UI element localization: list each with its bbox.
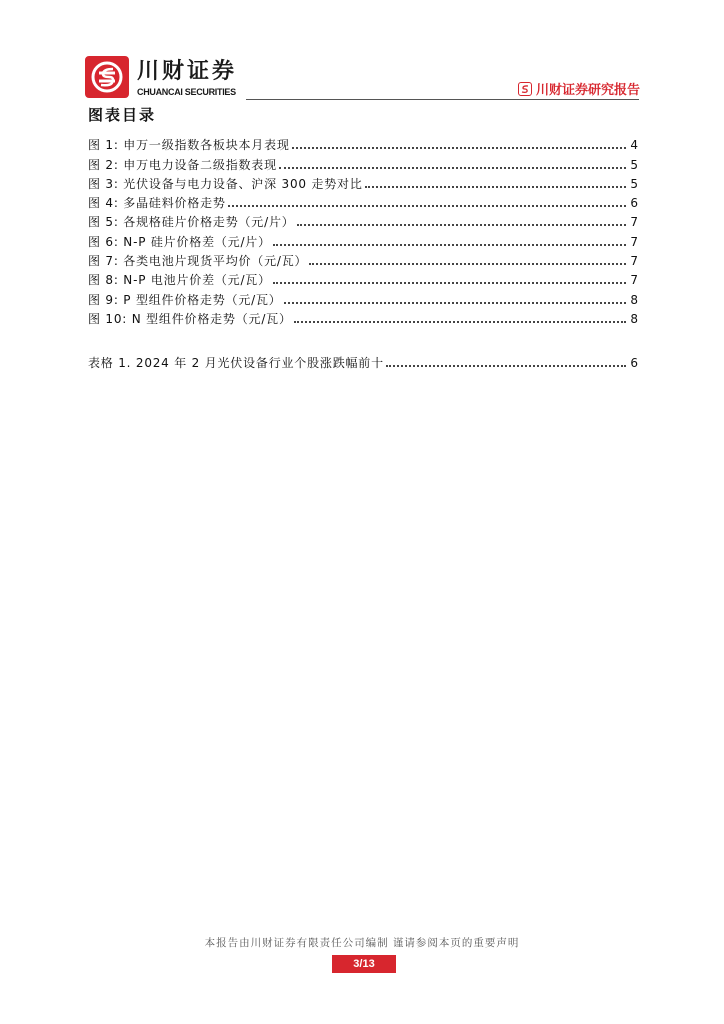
toc-leader-dots	[297, 214, 626, 226]
chuancai-logo-icon	[85, 56, 129, 98]
toc-entry-label: 图 3: 光伏设备与电力设备、沪深 300 走势对比	[88, 176, 363, 191]
toc-entry-label: 图 10: N 型组件价格走势（元/瓦）	[88, 311, 292, 326]
toc-entry-label: 图 4: 多晶硅料价格走势	[88, 196, 226, 211]
toc-entry-label: 图 1: 申万一级指数各板块本月表现	[88, 138, 290, 153]
toc-entry[interactable]	[88, 307, 638, 326]
toc-entry-label: 图 6: N-P 硅片价格差（元/片）	[88, 234, 271, 249]
toc-entry[interactable]	[88, 351, 638, 370]
toc-entry-label: 表格 1. 2024 年 2 月光伏设备行业个股涨跌幅前十	[88, 356, 384, 371]
toc-leader-dots	[294, 311, 626, 323]
toc-entry-page: 7	[630, 215, 638, 230]
toc-entry[interactable]	[88, 191, 638, 210]
table-list	[88, 351, 638, 370]
toc-entry-label: 图 7: 各类电池片现货平均价（元/瓦）	[88, 254, 308, 269]
toc-entry[interactable]	[88, 172, 638, 191]
toc-entry-page: 8	[630, 311, 638, 326]
toc-entry-page: 7	[630, 254, 638, 269]
toc-entry[interactable]	[88, 229, 638, 248]
toc-leader-dots	[228, 195, 626, 207]
toc-leader-dots	[386, 355, 626, 367]
toc-entry-label: 图 9: P 型组件价格走势（元/瓦）	[88, 292, 282, 307]
toc-entry[interactable]	[88, 287, 638, 306]
toc-entry[interactable]	[88, 152, 638, 171]
company-logo	[85, 56, 238, 100]
toc-leader-dots	[279, 157, 626, 169]
logo-chinese-name: 川财证券	[137, 59, 238, 84]
toc-leader-dots	[284, 292, 626, 304]
brand-text: 川财证券研究报告	[535, 83, 640, 98]
toc-title: 图表目录	[88, 106, 157, 124]
toc-entry[interactable]	[88, 249, 638, 268]
toc-entry-label: 图 5: 各规格硅片价格走势（元/片）	[88, 215, 295, 230]
toc-entry-page: 5	[630, 157, 638, 172]
toc-leader-dots	[273, 234, 626, 246]
report-brand	[518, 79, 640, 98]
toc-leader-dots	[309, 253, 626, 265]
toc-entry-page: 6	[630, 356, 638, 371]
header-divider	[246, 99, 639, 100]
toc-entry-label: 图 2: 申万电力设备二级指数表现	[88, 157, 277, 172]
figure-list	[88, 133, 638, 326]
page-number: 3/13	[332, 955, 396, 973]
toc-entry-page: 6	[630, 196, 638, 211]
logo-english-name: CHUANCAI SECURITIES	[137, 87, 236, 97]
toc-entry-page: 5	[630, 176, 638, 191]
toc-leader-dots	[273, 272, 626, 284]
footer-disclaimer: 本报告由川财证券有限责任公司编制 谨请参阅本页的重要声明	[204, 937, 520, 949]
toc-leader-dots	[365, 176, 626, 188]
toc-entry-page: 7	[630, 273, 638, 288]
toc-entry[interactable]	[88, 133, 638, 152]
toc-entry[interactable]	[88, 268, 638, 287]
toc-entry-page: 8	[630, 292, 638, 307]
toc-entry-page: 7	[630, 234, 638, 249]
toc-entry[interactable]	[88, 210, 638, 229]
brand-logo-icon	[518, 82, 532, 96]
toc-entry-label: 图 8: N-P 电池片价差（元/瓦）	[88, 273, 271, 288]
toc-entry-page: 4	[630, 138, 638, 153]
toc-leader-dots	[292, 137, 626, 149]
